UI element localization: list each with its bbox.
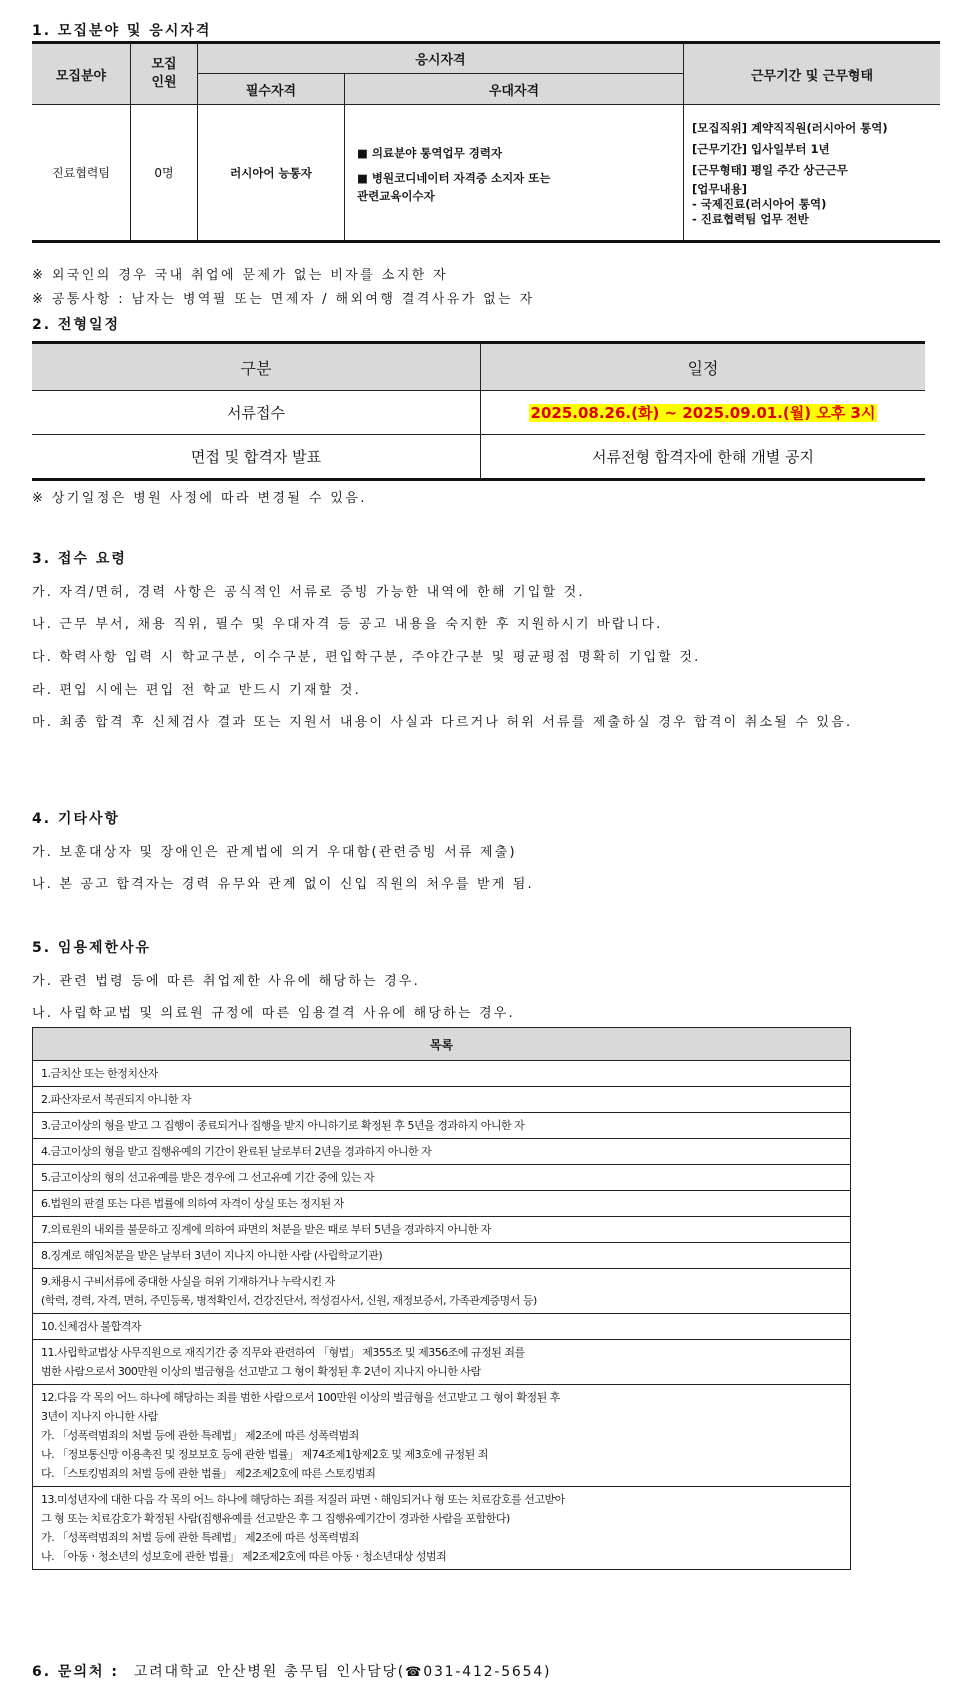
preferred-2: ■ 병원코디네이터 자격증 소지자 또는 <box>357 170 551 185</box>
list-item-line: 1.금치산 또는 한정치산자 <box>41 1067 158 1080</box>
schedule-table <box>32 341 925 481</box>
list-header: 목록 <box>33 1028 851 1061</box>
period-4: [업무내용] <box>692 181 747 196</box>
s3-item-2: 나. 근무 부서, 채용 직위, 필수 및 우대자격 등 공고 내용을 숙지한 후 지원하시기 바랍니다. <box>32 617 663 632</box>
list-item <box>33 1139 851 1165</box>
period-1: [모집직위] 계약직직원(러시아어 통역) <box>692 120 888 135</box>
table-row <box>33 1243 851 1269</box>
s4-item-1: 가. 보훈대상자 및 장애인은 관계법에 의거 우대함(관련증빙 서류 제출) <box>32 845 517 860</box>
row-period <box>684 105 941 242</box>
table-row <box>33 1087 851 1113</box>
schedule-note: ※ 상기일정은 병원 사정에 따라 변경될 수 있음. <box>32 491 367 506</box>
list-item <box>33 1191 851 1217</box>
list-item-line: 나. 「아동ㆍ청소년의 성보호에 관한 법률」 제2조제2호에 따른 아동ㆍ청소년대상 성범죄 <box>41 1550 447 1563</box>
section2-heading: 2. 전형일정 <box>32 317 121 333</box>
contact-text: 고려대학교 안산병원 총무팀 인사담당( <box>133 1664 406 1680</box>
preferred-1: ■ 의료분야 통역업무 경력자 <box>357 145 503 160</box>
table-row <box>33 1269 851 1314</box>
schedule-row-2-category: 면접 및 합격자 발표 <box>32 435 481 480</box>
list-item-line: 13.미성년자에 대한 다음 각 목의 어느 하나에 해당하는 죄를 저질러 파면ㆍ해임되거나 형 또는 치료감호를 선고받아 <box>41 1493 565 1506</box>
table-row <box>33 1217 851 1243</box>
col-qual: 응시자격 <box>198 43 684 74</box>
s3-item-4: 라. 편입 시에는 편입 전 학교 반드시 기재할 것. <box>32 683 361 698</box>
list-item-line: 그 형 또는 치료감호가 확정된 사람(집행유예를 선고받은 후 그 집행유예기간이 경과한 사람을 포함한다) <box>41 1512 510 1525</box>
section1-heading: 1. 모집분야 및 응시자격 <box>32 23 212 39</box>
schedule-row-2-date: 서류전형 합격자에 한해 개별 공지 <box>481 435 926 480</box>
list-item <box>33 1165 851 1191</box>
row-required: 러시아어 능통자 <box>198 105 345 242</box>
list-item <box>33 1314 851 1340</box>
recruit-table <box>32 41 940 243</box>
row-preferred <box>345 105 684 242</box>
list-item-line: 7.의료원의 내외를 불문하고 징계에 의하여 파면의 처분을 받은 때로 부터 5년을 경과하지 아니한 자 <box>41 1223 491 1236</box>
table-row <box>33 1487 851 1570</box>
list-item-line: 4.금고이상의 형을 받고 집행유예의 기간이 완료된 날로부터 2년을 경과하지 아니한 자 <box>41 1145 432 1158</box>
note-2: ※ 공통사항 : 남자는 병역필 또는 면제자 / 해외여행 결격사유가 없는 자 <box>32 292 535 307</box>
section3-heading: 3. 접수 요령 <box>32 551 127 567</box>
list-item-line: 10.신체검사 불합격자 <box>41 1320 141 1333</box>
list-item <box>33 1269 851 1314</box>
table-row <box>33 1191 851 1217</box>
period-3: [근무형태] 평일 주간 상근근무 <box>692 162 848 177</box>
section6-heading: 6. 문의처 : <box>32 1664 119 1680</box>
schedule-row-1-category: 서류접수 <box>32 391 481 435</box>
list-item-line: 2.파산자로서 복권되지 아니한 자 <box>41 1093 192 1106</box>
list-item-line: 가. 「성폭력범죄의 처벌 등에 관한 특례법」 제2조에 따른 성폭력범죄 <box>41 1531 359 1544</box>
period-2: [근무기간] 입사일부터 1년 <box>692 141 830 156</box>
list-item <box>33 1385 851 1487</box>
s3-item-5: 마. 최종 합격 후 신체검사 결과 또는 지원서 내용이 사실과 다르거나 허위 서류를 제출하실 경우 합격이 취소될 수 있음. <box>32 715 853 730</box>
highlight-date: 2025.08.26.(화) ~ 2025.09.01.(월) 오후 3시 <box>530 404 876 422</box>
list-item-line: 3년이 지나지 아니한 사람 <box>41 1410 158 1423</box>
list-item <box>33 1340 851 1385</box>
col-required: 필수자격 <box>198 74 345 105</box>
col-field: 모집분야 <box>32 43 131 105</box>
list-item-line: 3.금고이상의 형을 받고 그 집행이 종료되거나 집행을 받지 아니하기로 확정된 후 5년을 경과하지 아니한 자 <box>41 1119 525 1132</box>
list-item-line: 9.채용시 구비서류에 중대한 사실을 허위 기재하거나 누락시킨 자 <box>41 1275 335 1288</box>
list-item-line: 6.법원의 판결 또는 다른 법률에 의하여 자격이 상실 또는 정지된 자 <box>41 1197 344 1210</box>
s5-item-1: 가. 관련 법령 등에 따른 취업제한 사유에 해당하는 경우. <box>32 974 420 989</box>
col-schedule: 일정 <box>481 343 926 391</box>
table-row <box>33 1385 851 1487</box>
list-item-line: 다. 「스토킹범죄의 처벌 등에 관한 법률」 제2조제2호에 따른 스토킹범죄 <box>41 1467 376 1480</box>
list-item <box>33 1217 851 1243</box>
col-category: 구분 <box>32 343 481 391</box>
list-item <box>33 1061 851 1087</box>
contact-block <box>32 1661 551 1681</box>
table-row <box>33 1340 851 1385</box>
s3-item-3: 다. 학력사항 입력 시 학교구분, 이수구분, 편입학구분, 주야간구분 및 평균평점 명확히 기입할 것. <box>32 650 701 665</box>
list-item <box>33 1113 851 1139</box>
period-5: - 국제진료(러시아어 통역) <box>692 196 827 211</box>
disqualification-table <box>32 1027 851 1570</box>
list-item-line: 범한 사람으로서 300만원 이상의 벌금형을 선고받고 그 형이 확정된 후 2년이 지나지 아니한 사람 <box>41 1365 481 1378</box>
list-item <box>33 1243 851 1269</box>
list-item-line: 11.사립학교법상 사무직원으로 재직기간 중 직무와 관련하여 「형법」 제355조 및 제356조에 규정된 죄를 <box>41 1346 525 1359</box>
schedule-row-1-date <box>481 391 926 435</box>
col-count: 모집 인원 <box>131 43 198 105</box>
s5-item-2: 나. 사립학교법 및 의료원 규정에 따른 임용결격 사유에 해당하는 경우. <box>32 1006 515 1021</box>
section4-heading: 4. 기타사항 <box>32 811 121 827</box>
s3-item-1: 가. 자격/면허, 경력 사항은 공식적인 서류로 증빙 가능한 내역에 한해 기입할 것. <box>32 585 585 600</box>
list-item <box>33 1487 851 1570</box>
phone-icon: ☎ <box>405 1665 424 1680</box>
col-period: 근무기간 및 근무형태 <box>684 43 941 105</box>
row-field: 진료협력팀 <box>32 105 131 242</box>
period-6: - 진료협력팀 업무 전반 <box>692 211 809 226</box>
contact-phone: 031-412-5654) <box>423 1664 552 1680</box>
list-item-line: 나. 「정보통신망 이용촉진 및 정보보호 등에 관한 법률」 제74조제1항제2호 및 제3호에 규정된 죄 <box>41 1448 488 1461</box>
note-1: ※ 외국인의 경우 국내 취업에 문제가 없는 비자를 소지한 자 <box>32 268 449 283</box>
list-item-line: 8.징계로 해임처분을 받은 날부터 3년이 지나지 아니한 사람 (사립학교기관) <box>41 1249 383 1262</box>
col-preferred: 우대자격 <box>345 74 684 105</box>
section5-heading: 5. 임용제한사유 <box>32 940 152 956</box>
preferred-3: 관련교육이수자 <box>357 188 435 203</box>
table-row <box>33 1113 851 1139</box>
table-row <box>33 1139 851 1165</box>
table-row <box>33 1314 851 1340</box>
row-count: 0명 <box>131 105 198 242</box>
list-item-line: 5.금고이상의 형의 선고유예를 받은 경우에 그 선고유예 기간 중에 있는 자 <box>41 1171 375 1184</box>
list-item-line: 12.다음 각 목의 어느 하나에 해당하는 죄를 범한 사람으로서 100만원 이상의 벌금형을 선고받고 그 형이 확정된 후 <box>41 1391 560 1404</box>
list-item-line: (학력, 경력, 자격, 면허, 주민등록, 병적확인서, 건강진단서, 적성검사서, 신원, 재정보증서, 가족관계증명서 등) <box>41 1294 537 1307</box>
table-row <box>33 1165 851 1191</box>
s4-item-2: 나. 본 공고 합격자는 경력 유무와 관계 없이 신입 직원의 처우를 받게 됨. <box>32 877 534 892</box>
list-item-line: 가. 「성폭력범죄의 처벌 등에 관한 특례법」 제2조에 따른 성폭력범죄 <box>41 1429 359 1442</box>
list-item <box>33 1087 851 1113</box>
table-row <box>33 1061 851 1087</box>
